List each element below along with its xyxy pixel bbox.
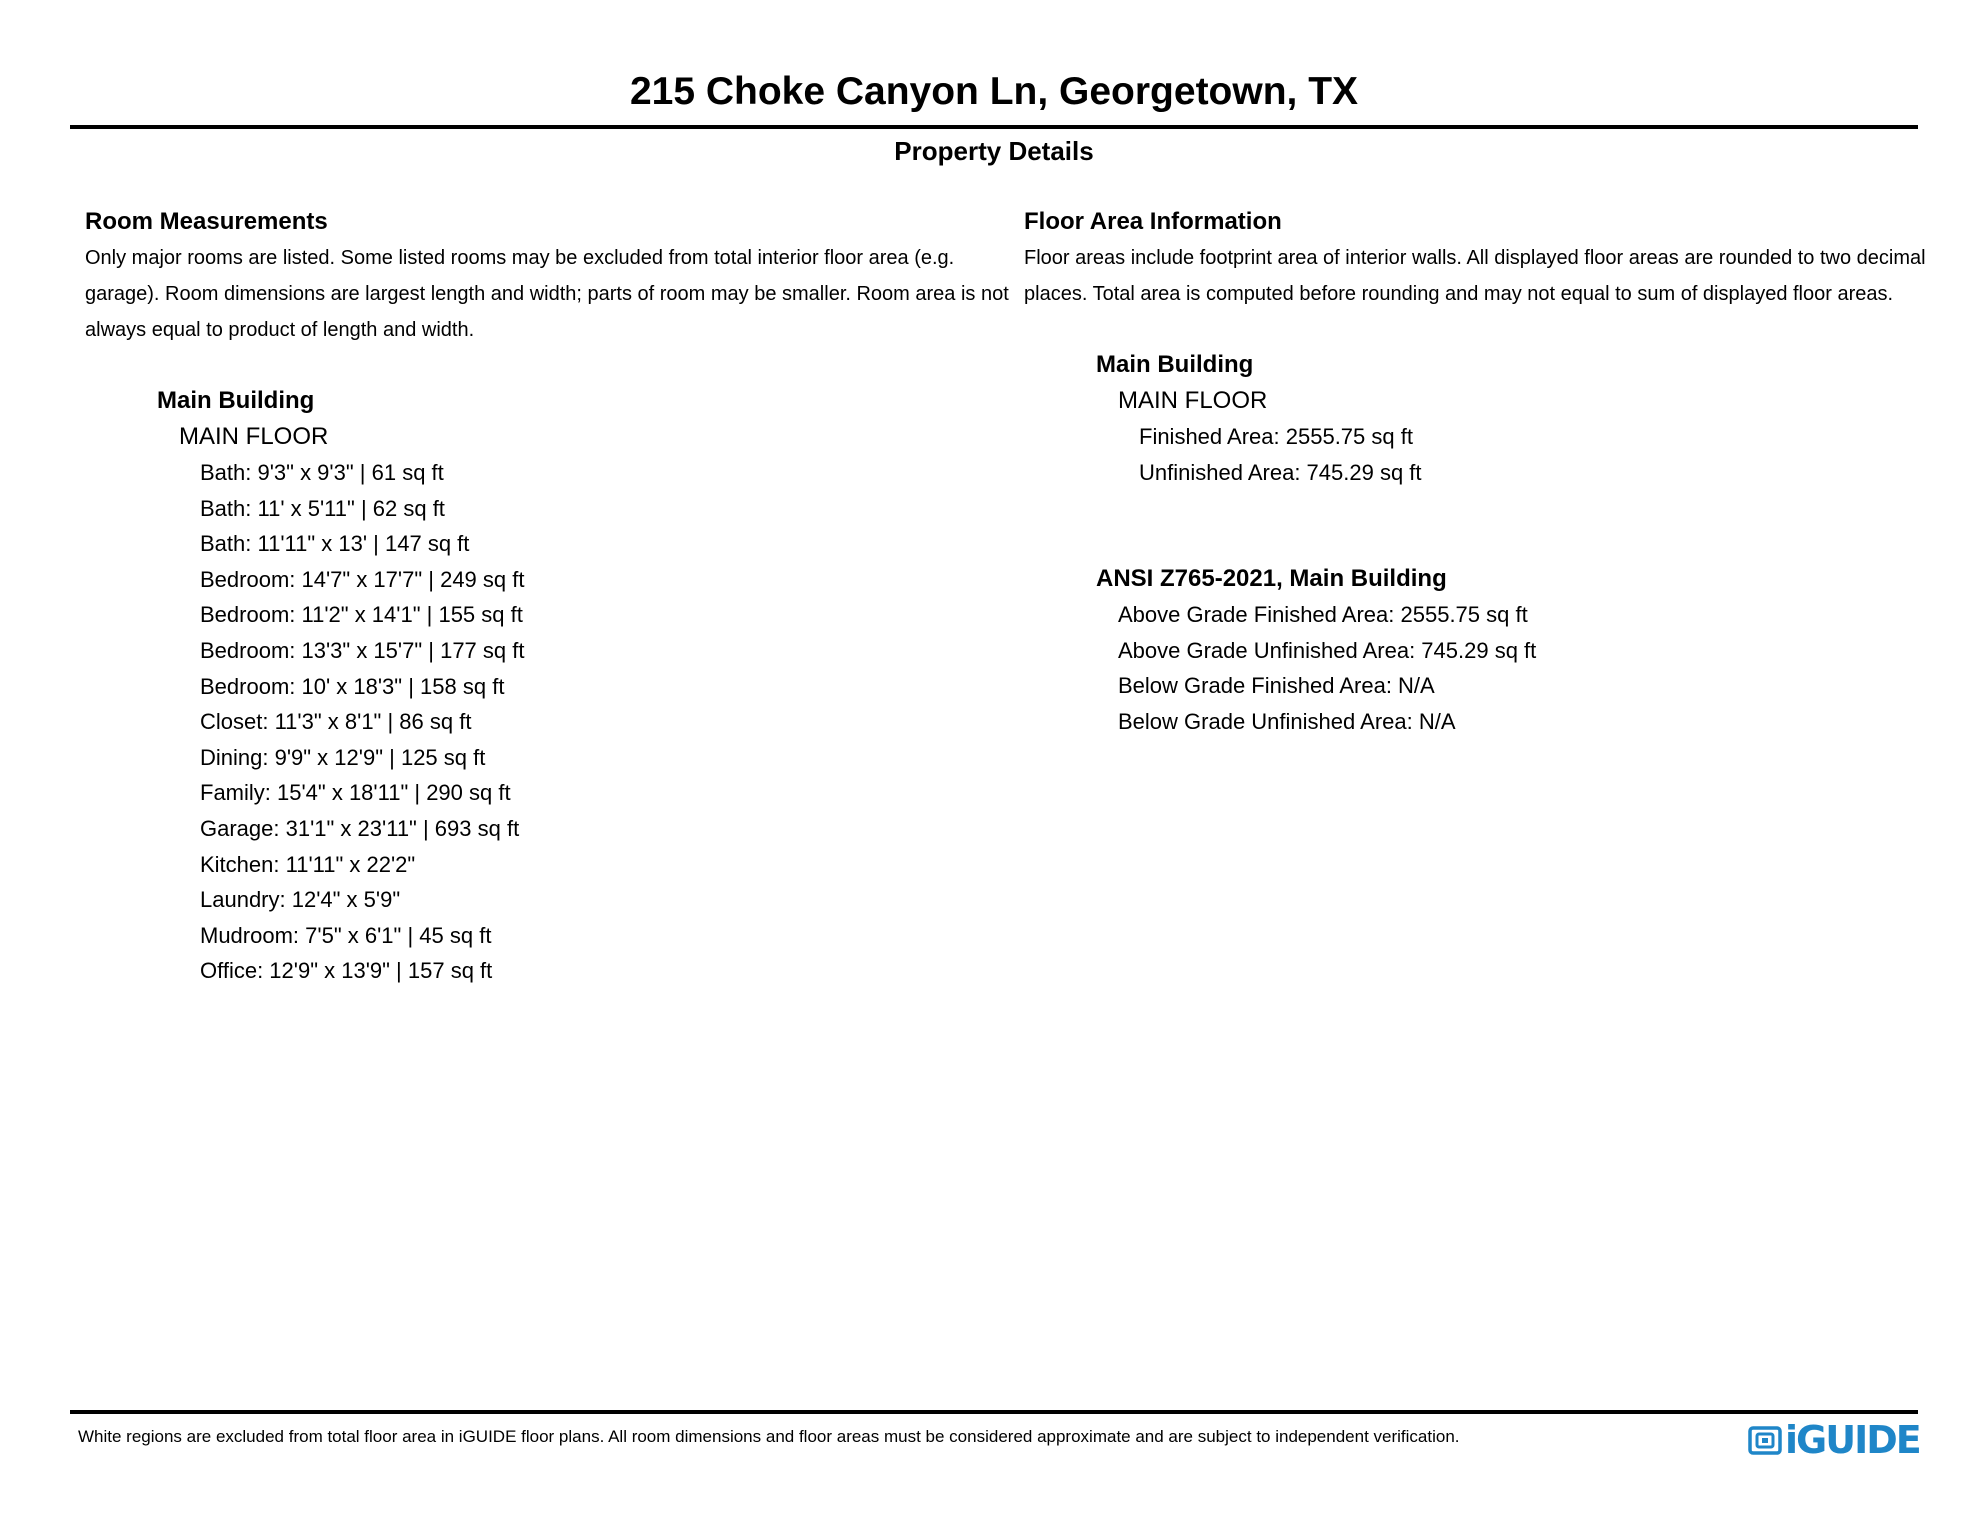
logo-text: iGUIDE [1785,1418,1920,1462]
room-item: Mudroom: 7'5" x 6'1" | 45 sq ft [200,922,492,948]
room-item: Office: 12'9" x 13'9" | 157 sq ft [200,958,493,984]
footer-disclaimer: White regions are excluded from total floor area in iGUIDE floor plans. All room dimensions and floor areas must be considered approximate and are subject to independent verification. [78,1427,1460,1446]
room-measurements-heading: Room Measurements [85,208,328,235]
room-item: Bedroom: 13'3" x 15'7" | 177 sq ft [200,637,525,663]
ansi-group [1024,561,1964,739]
area-item: Finished Area: 2555.75 sq ft [1139,424,1413,449]
ansi-heading: ANSI Z765-2021, Main Building [1096,565,1447,593]
header-divider [70,125,1918,129]
room-item: Closet: 11'3" x 8'1" | 86 sq ft [200,709,472,735]
room-item: Bath: 11'11" x 13' | 147 sq ft [200,531,470,557]
room-item: Family: 15'4" x 18'11" | 290 sq ft [200,780,511,806]
floor-area-section [1024,204,1964,740]
building-title: Main Building [1096,351,1254,378]
room-item: Laundry: 12'4" x 5'9" [200,887,401,913]
ansi-item: Below Grade Finished Area: N/A [1118,673,1435,699]
iguide-logo [1748,1420,1920,1460]
room-item: Bedroom: 10' x 18'3" | 158 sq ft [200,673,505,699]
ansi-item: Above Grade Unfinished Area: 745.29 sq ft [1118,637,1537,663]
room-item: Bath: 9'3" x 9'3" | 61 sq ft [200,460,444,485]
room-list [157,455,1025,989]
area-building-group [1024,347,1964,490]
iguide-camera-icon [1748,1423,1782,1457]
floor-title: MAIN FLOOR [1118,387,1268,414]
room-item: Garage: 31'1" x 23'11" | 693 sq ft [200,815,520,841]
room-item: Bath: 11' x 5'11" | 62 sq ft [200,495,445,521]
page-title: 215 Choke Canyon Ln, Georgetown, TX [629,70,1359,113]
room-item: Bedroom: 11'2" x 14'1" | 155 sq ft [200,602,523,628]
room-measurements-description: Only major rooms are listed. Some listed rooms may be excluded from total interior floor area (e.g. garage). Room dimensions are largest length and width; parts of room may be smaller. Room area is not always equal to product of length and width. [85,247,1009,341]
ansi-list [1096,597,1964,739]
page-subtitle: Property Details [894,136,1094,166]
building-title: Main Building [157,387,315,414]
floor-area-description: Floor areas include footprint area of interior walls. All displayed floor areas are rounded to two decimal places. Total area is computed before rounding and may not equal to sum of displayed floor areas. [1024,247,1926,305]
area-list [1096,419,1964,490]
floor-title: MAIN FLOOR [179,423,329,450]
room-item: Kitchen: 11'11" x 22'2" [200,851,416,877]
area-item: Unfinished Area: 745.29 sq ft [1139,459,1422,485]
ansi-item: Above Grade Finished Area: 2555.75 sq ft [1118,602,1528,628]
footer-divider [70,1410,1918,1414]
room-item: Bedroom: 14'7" x 17'7" | 249 sq ft [200,566,525,592]
ansi-item: Below Grade Unfinished Area: N/A [1118,708,1456,734]
room-item: Dining: 9'9" x 12'9" | 125 sq ft [200,744,486,770]
floor-area-heading: Floor Area Information [1024,208,1282,235]
room-measurements-section [85,204,1025,989]
room-building-group [85,383,1025,989]
